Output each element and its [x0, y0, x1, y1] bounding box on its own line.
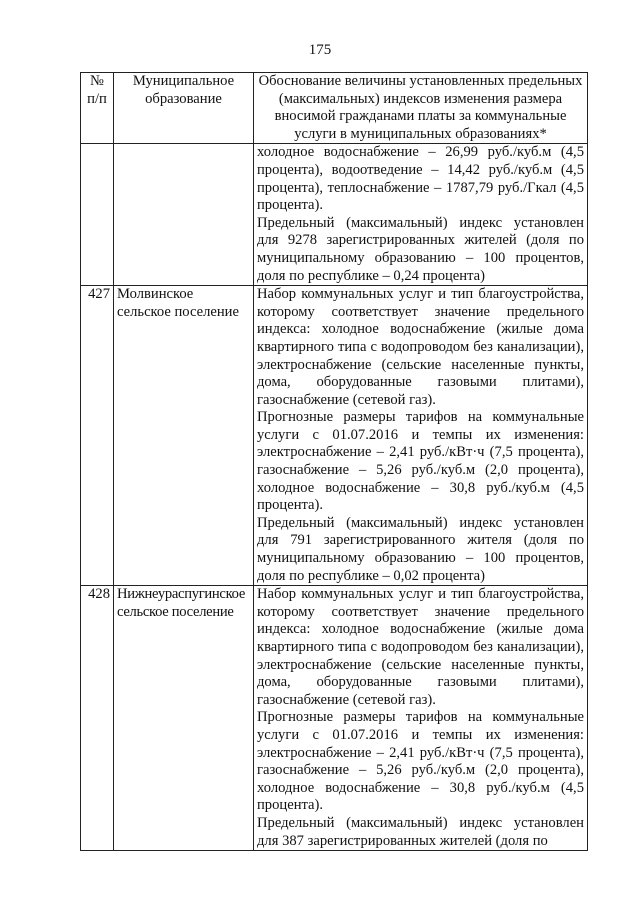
header-municipality: Муниципальное образование — [114, 73, 254, 144]
row-number: 427 — [81, 286, 114, 586]
row-municipality — [114, 286, 254, 586]
table-header-row — [81, 73, 588, 144]
header-number: № п/п — [81, 73, 114, 144]
row-municipality — [114, 144, 254, 286]
row-justification — [254, 586, 588, 851]
justification-paragraph: Предельный (максимальный) индекс установлен для 387 зарегистрированных жителей (доля по — [257, 814, 584, 849]
row-number: 428 — [81, 586, 114, 851]
row-justification — [254, 144, 588, 286]
row-number — [81, 144, 114, 286]
justification-paragraph: Набор коммунальных услуг и тип благоустройства, которому соответствует значение предельного индекса: холодное водоснабжение (жилые дома квартирного типа с водопроводом без канализации), электроснабжение (сельские населенные пункты, дома, оборудованные газовыми плитами), газоснабжение (сетевой газ). — [257, 586, 584, 708]
header-justification: Обоснование величины установленных предельных (максимальных) индексов изменения размера вносимой гражданами платы за коммунальные услуги в муниципальных образованиях* — [254, 73, 588, 144]
justification-paragraph: Прогнозные размеры тарифов на коммунальные услуги с 01.07.2016 и темпы их изменения: электроснабжение – 2,41 руб./кВт·ч (7,5 процента), газоснабжение – 5,26 руб./куб.м (2,0 процента), холодное водоснабжение – 30,8 руб./куб.м (4,5 процента). — [257, 709, 584, 814]
table-row — [81, 586, 588, 851]
page-number: 175 — [308, 42, 332, 58]
justification-paragraph: Предельный (максимальный) индекс установлен для 791 зарегистрированного жителя (доля по муниципальному образованию – 100 процентов, доля по республике – 0,02 процента) — [257, 514, 584, 584]
justification-paragraph: холодное водоснабжение – 26,99 руб./куб.м (4,5 процента), водоотведение – 14,42 руб./куб.м (4,5 процента), теплоснабжение – 1787,79 руб./Гкал (4,5 процента). — [257, 144, 584, 214]
justification-paragraph: Предельный (максимальный) индекс установлен для 9278 зарегистрированных жителей (доля по муниципальному образованию – 100 процентов, доля по республике – 0,24 процента) — [257, 214, 584, 284]
justification-paragraph: Прогнозные размеры тарифов на коммунальные услуги с 01.07.2016 и темпы их изменения: электроснабжение – 2,41 руб./кВт·ч (7,5 процента), газоснабжение – 5,26 руб./куб.м (2,0 процента), холодное водоснабжение – 30,8 руб./куб.м (4,5 процента). — [257, 409, 584, 514]
justification-paragraph: Набор коммунальных услуг и тип благоустройства, которому соответствует значение предельного индекса: холодное водоснабжение (жилые дома квартирного типа с водопроводом без канализации), электроснабжение (сельские населенные пункты, дома, оборудованные газовыми плитами), газоснабжение (сетевой газ). — [257, 286, 584, 408]
municipality-name: Молвинское сельское поселение — [117, 286, 239, 320]
row-justification — [254, 286, 588, 586]
municipality-name: Нижнеураспугинское сельское поселение — [117, 586, 245, 620]
table-row — [81, 144, 588, 286]
table-row — [81, 286, 588, 586]
row-municipality — [114, 586, 254, 851]
tariff-index-table — [80, 72, 588, 851]
